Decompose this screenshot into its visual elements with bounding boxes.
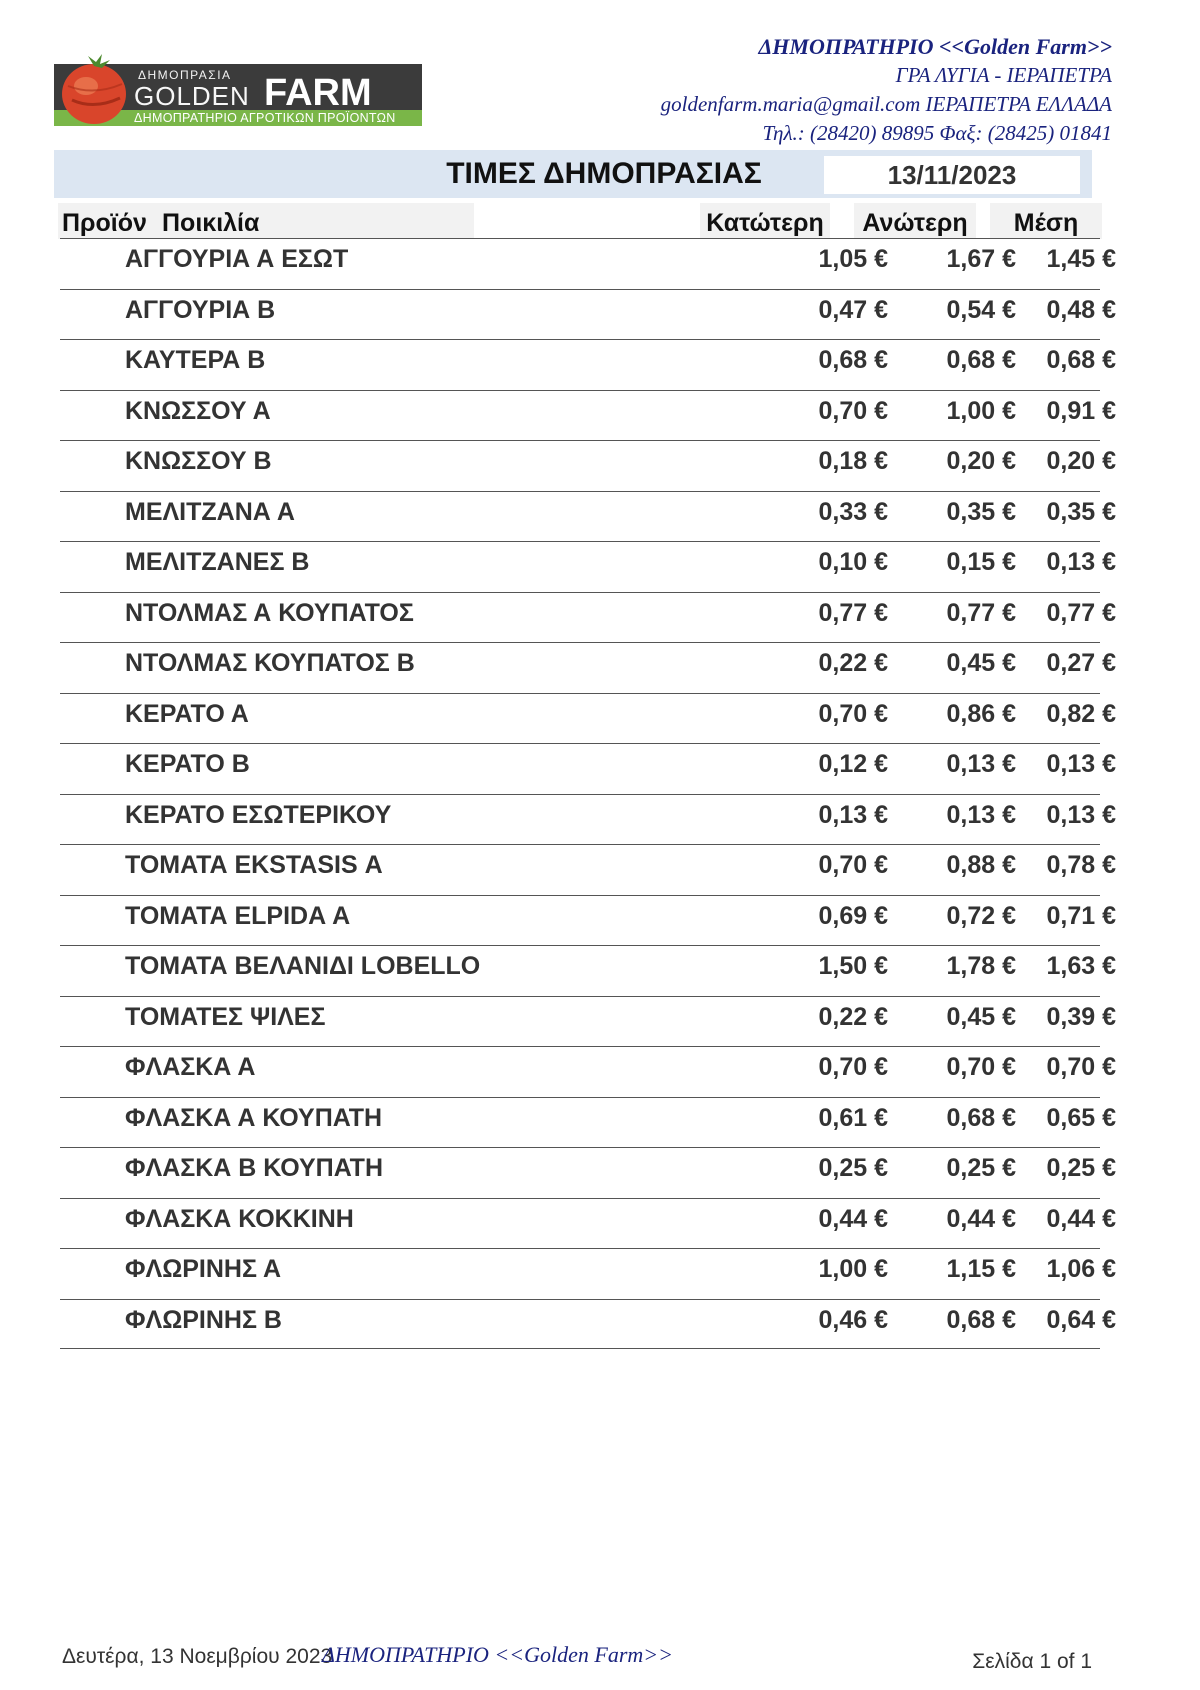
max-price: 1,00 € [946,396,1016,425]
tomato-icon [58,50,132,126]
avg-price: 0,68 € [1046,346,1116,374]
avg-price: 0,39 € [1046,1002,1116,1031]
footer-date: Δευτέρα, 13 Νοεμβρίου 2023 [62,1645,333,1668]
avg-price: 0,13 € [1046,750,1116,778]
page-title: ΤΙΜΕΣ ΔΗΜΟΠΡΑΣΙΑΣ [446,157,762,190]
avg-price: 0,65 € [1046,1103,1116,1132]
table-row [60,1097,1116,1148]
avg-price: 1,45 € [1046,245,1116,273]
product-variety: ΝΤΟΛΜΑΣ Α ΚΟΥΠΑΤΟΣ [125,598,414,627]
avg-price: 0,13 € [1046,548,1116,576]
footer-page-number: Σελίδα 1 of 1 [972,1650,1092,1673]
auction-date: 13/11/2023 [824,156,1080,194]
min-price: 0,44 € [818,1204,888,1233]
product-variety: ΤΟΜΑΤΑ ΒΕΛΑΝΙΔΙ LOBELLO [125,952,481,980]
min-price: 0,12 € [818,750,888,778]
max-price: 0,13 € [946,800,1016,829]
table-row [60,794,1116,845]
min-price: 0,70 € [818,396,888,425]
min-price: 1,05 € [818,245,888,273]
column-header-min: Κατώτερη [700,203,830,239]
min-price: 0,61 € [818,1103,888,1132]
column-header-product: Προϊόν [58,203,158,239]
max-price: 0,45 € [946,1002,1016,1031]
avg-price: 0,78 € [1046,851,1116,879]
max-price: 0,45 € [946,649,1016,677]
avg-price: 0,64 € [1046,1305,1116,1334]
table-row [60,693,1116,744]
table-row [60,945,1116,996]
max-price: 0,88 € [946,851,1016,879]
min-price: 0,10 € [818,548,888,576]
min-price: 0,22 € [818,649,888,677]
min-price: 0,47 € [818,295,888,324]
table-row [60,440,1116,491]
max-price: 0,77 € [946,598,1016,627]
table-row [60,390,1116,441]
min-price: 1,50 € [818,952,888,980]
max-price: 0,68 € [946,1103,1016,1132]
logo-subtitle: ΔΗΜΟΠΡΑΣΙΑ [138,68,232,82]
product-variety: ΚΝΩΣΣΟΥ Α [125,396,271,425]
product-variety: ΚΕΡΑΤΟ ΕΣΩΤΕΡΙΚΟΥ [125,800,392,829]
avg-price: 0,25 € [1046,1154,1116,1182]
product-variety: ΦΛΩΡΙΝΗΣ Β [125,1305,282,1334]
max-price: 1,15 € [946,1255,1016,1283]
max-price: 0,54 € [946,295,1016,324]
product-variety: ΚΑΥΤΕΡΑ Β [125,346,266,374]
min-price: 0,25 € [818,1154,888,1182]
header-company-name: ΔΗΜΟΠΡΑΤΗΡΙΟ <<Golden Farm>> [758,34,1112,59]
min-price: 0,18 € [818,447,888,475]
product-variety: ΦΛΑΣΚΑ Α [125,1053,256,1081]
table-row [60,895,1116,946]
product-variety: ΦΛΑΣΚΑ ΚΟΚΚΙΝΗ [125,1204,354,1233]
min-price: 0,69 € [818,901,888,930]
product-variety: ΤΟΜΑΤΕΣ ΨΙΛΕΣ [125,1002,326,1031]
table-row [60,642,1116,693]
header-phone: Τηλ.: (28420) 89895 Φαξ: (28425) 01841 [762,121,1112,145]
max-price: 0,72 € [946,901,1016,930]
avg-price: 1,63 € [1046,952,1116,980]
min-price: 0,22 € [818,1002,888,1031]
product-variety: ΤΟΜΑΤΑ ELPIDA Α [125,901,351,930]
footer-company: ΔΗΜΟΠΡΑΤΗΡΙΟ <<Golden Farm>> [322,1642,673,1667]
avg-price: 0,71 € [1046,901,1116,930]
avg-price: 0,48 € [1046,295,1116,324]
product-variety: ΝΤΟΛΜΑΣ ΚΟΥΠΑΤΟΣ Β [125,649,415,677]
max-price: 0,35 € [946,497,1016,526]
product-variety: ΚΕΡΑΤΟ Β [125,750,250,778]
avg-price: 1,06 € [1046,1255,1116,1283]
max-price: 0,20 € [946,447,1016,475]
product-variety: ΚΝΩΣΣΟΥ Β [125,447,272,475]
max-price: 0,15 € [946,548,1016,576]
min-price: 0,70 € [818,1053,888,1081]
title-bar [54,150,1092,198]
max-price: 0,86 € [946,699,1016,728]
table-row [60,238,1116,289]
avg-price: 0,13 € [1046,800,1116,829]
avg-price: 0,27 € [1046,649,1116,677]
avg-price: 0,82 € [1046,699,1116,728]
table-row [60,1248,1116,1299]
product-variety: ΜΕΛΙΤΖΑΝΕΣ Β [125,548,310,576]
product-variety: ΤΟΜΑΤΑ EKSTASIS Α [125,851,383,879]
min-price: 0,70 € [818,851,888,879]
table-row [60,1147,1116,1198]
product-variety: ΚΕΡΑΤΟ Α [125,699,249,728]
avg-price: 0,91 € [1046,396,1116,425]
table-row [60,1299,1116,1350]
max-price: 0,25 € [946,1154,1016,1182]
table-row [60,339,1116,390]
header-email: goldenfarm.maria@gmail.com ΙΕΡΑΠΕΤΡΑ ΕΛΛΑΔΑ [660,92,1112,116]
min-price: 0,13 € [818,800,888,829]
product-variety: ΦΛΩΡΙΝΗΣ Α [125,1255,282,1283]
product-variety: ΑΓΓΟΥΡΙΑ Β [125,295,276,324]
header-location: ΓΡΑ ΛΥΓΙΑ - ΙΕΡΑΠΕΤΡΑ [895,63,1112,87]
max-price: 0,44 € [946,1204,1016,1233]
product-variety: ΑΓΓΟΥΡΙΑ Α ΕΣΩΤ [125,245,349,273]
table-row [60,844,1116,895]
avg-price: 0,70 € [1046,1053,1116,1081]
max-price: 0,68 € [946,1305,1016,1334]
table-row [60,1046,1116,1097]
table-row [60,491,1116,542]
table-row [60,289,1116,340]
column-header-avg: Μέση [990,203,1102,239]
min-price: 0,77 € [818,598,888,627]
price-table [60,238,1116,1349]
max-price: 1,78 € [946,952,1016,980]
avg-price: 0,20 € [1046,447,1116,475]
table-row [60,1198,1116,1249]
min-price: 0,46 € [818,1305,888,1334]
table-row [60,743,1116,794]
max-price: 0,68 € [946,346,1016,374]
logo-golden: GOLDEN [134,81,250,111]
column-header-variety: Ποικιλία [158,203,474,239]
max-price: 0,13 € [946,750,1016,778]
product-variety: ΦΛΑΣΚΑ Α ΚΟΥΠΑΤΗ [125,1103,383,1132]
min-price: 0,33 € [818,497,888,526]
min-price: 0,68 € [818,346,888,374]
table-row [60,541,1116,592]
max-price: 1,67 € [946,245,1016,273]
table-row [60,592,1116,643]
table-row [60,996,1116,1047]
product-variety: ΜΕΛΙΤΖΑΝΑ Α [125,497,295,526]
max-price: 0,70 € [946,1053,1016,1081]
min-price: 1,00 € [818,1255,888,1283]
avg-price: 0,35 € [1046,497,1116,526]
logo-farm: FARM [264,72,372,114]
logo-strip-text: ΔΗΜΟΠΡΑΤΗΡΙΟ ΑΓΡΟΤΙΚΩΝ ΠΡΟΪΟΝΤΩΝ [134,111,396,125]
avg-price: 0,44 € [1046,1204,1116,1233]
company-logo [54,50,422,126]
min-price: 0,70 € [818,699,888,728]
product-variety: ΦΛΑΣΚΑ Β ΚΟΥΠΑΤΗ [125,1154,383,1182]
column-header-max: Ανώτερη [854,203,976,239]
avg-price: 0,77 € [1046,598,1116,627]
